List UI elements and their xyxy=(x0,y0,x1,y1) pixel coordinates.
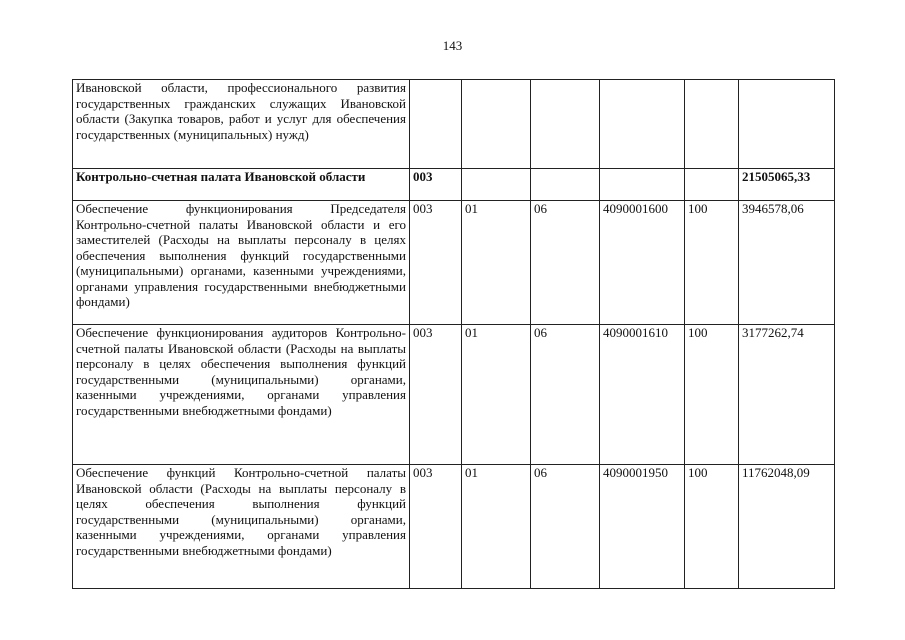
section-code-cell xyxy=(462,80,531,169)
expense-name-cell: Обеспечение функций Контрольно-счетной палаты Ивановской области (Расходы на выплаты персоналу в целях обеспечения выполнения функций государственными (муниципальными) органами, казенными учреждениями, органами управления государственными внебюджетными фондами) xyxy=(73,465,410,589)
section-code-cell xyxy=(462,169,531,201)
ministry-code-cell: 003 xyxy=(410,325,462,465)
target-article-cell: 4090001950 xyxy=(600,465,685,589)
amount-cell: 3946578,06 xyxy=(739,201,835,325)
table-row xyxy=(73,80,835,169)
ministry-code-cell xyxy=(410,80,462,169)
section-code-cell: 01 xyxy=(462,325,531,465)
subsection-code-cell: 06 xyxy=(531,325,600,465)
ministry-code-cell: 003 xyxy=(410,465,462,589)
subsection-code-cell: 06 xyxy=(531,465,600,589)
table-row xyxy=(73,325,835,465)
amount-cell: 21505065,33 xyxy=(739,169,835,201)
section-code-cell: 01 xyxy=(462,201,531,325)
table-row xyxy=(73,169,835,201)
expense-type-cell: 100 xyxy=(685,325,739,465)
target-article-cell: 4090001600 xyxy=(600,201,685,325)
expense-name-cell: Обеспечение функционирования Председателя Контрольно-счетной палаты Ивановской области и его заместителей (Расходы на выплаты персоналу в целях обеспечения выполнения функций государственными (муниципальными) органами, казенными учреждениями, органами управления государственными внебюджетными фондами) xyxy=(73,201,410,325)
expense-type-cell xyxy=(685,169,739,201)
amount-cell: 11762048,09 xyxy=(739,465,835,589)
table-row xyxy=(73,465,835,589)
target-article-cell xyxy=(600,169,685,201)
ministry-code-cell: 003 xyxy=(410,169,462,201)
target-article-cell: 4090001610 xyxy=(600,325,685,465)
target-article-cell xyxy=(600,80,685,169)
section-code-cell: 01 xyxy=(462,465,531,589)
budget-table xyxy=(72,79,835,589)
amount-cell: 3177262,74 xyxy=(739,325,835,465)
expense-name-cell: Ивановской области, профессионального развития государственных гражданских служащих Ивановской области (Закупка товаров, работ и услуг для обеспечения государственных (муниципальных) нужд) xyxy=(73,80,410,169)
expense-name-cell: Обеспечение функционирования аудиторов Контрольно-счетной палаты Ивановской области (Расходы на выплаты персоналу в целях обеспечения выполнения функций государственными (муниципальными) органами, казенными учреждениями, органами управления государственными внебюджетными фондами) xyxy=(73,325,410,465)
amount-cell xyxy=(739,80,835,169)
expense-type-cell: 100 xyxy=(685,201,739,325)
subsection-code-cell xyxy=(531,169,600,201)
expense-type-cell: 100 xyxy=(685,465,739,589)
expense-type-cell xyxy=(685,80,739,169)
page-number: 143 xyxy=(442,38,463,53)
subsection-code-cell: 06 xyxy=(531,201,600,325)
table-row xyxy=(73,201,835,325)
ministry-code-cell: 003 xyxy=(410,201,462,325)
expense-name-cell: Контрольно-счетная палата Ивановской области xyxy=(73,169,410,201)
subsection-code-cell xyxy=(531,80,600,169)
